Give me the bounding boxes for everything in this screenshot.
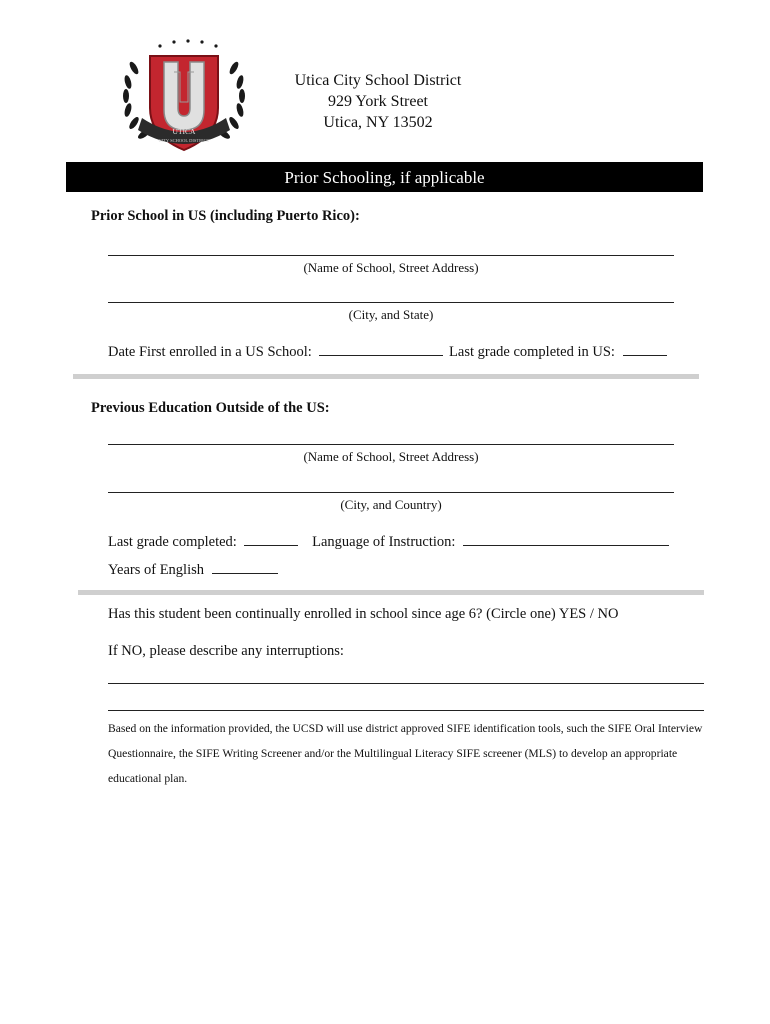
foreign-grade-row xyxy=(108,531,669,551)
us-date-label: Date First enrolled in a US School: xyxy=(108,344,312,360)
us-section-heading: Prior School in US (including Puerto Rico): xyxy=(91,208,360,224)
foreign-city-country-caption: (City, and Country) xyxy=(340,497,442,512)
us-school-name-field[interactable] xyxy=(108,255,674,256)
interruptions-field-2[interactable] xyxy=(108,710,704,711)
logo-ring-text: UTICA xyxy=(172,127,196,136)
foreign-school-name-caption: (Name of School, Street Address) xyxy=(303,449,479,464)
foreign-school-name-field[interactable] xyxy=(108,444,674,445)
foreign-grade-label: Last grade completed: xyxy=(108,534,237,550)
english-years-label: Years of English xyxy=(108,562,204,578)
us-grade-label: Last grade completed in US: xyxy=(449,344,615,360)
interruptions-label: If NO, please describe any interruptions: xyxy=(108,643,344,659)
district-street: 929 York Street xyxy=(327,93,428,110)
foreign-section-heading: Previous Education Outside of the US: xyxy=(91,400,330,416)
us-city-state-caption: (City, and State) xyxy=(348,307,434,322)
district-logo xyxy=(118,38,250,154)
language-field[interactable] xyxy=(463,531,669,546)
section-divider-2 xyxy=(78,590,704,595)
english-years-field[interactable] xyxy=(212,559,278,574)
interruptions-field-1[interactable] xyxy=(108,683,704,684)
us-school-name-caption: (Name of School, Street Address) xyxy=(303,260,479,275)
english-row xyxy=(108,559,278,579)
section-divider xyxy=(73,374,699,379)
us-date-field[interactable] xyxy=(319,341,443,356)
foreign-grade-field[interactable] xyxy=(244,531,298,546)
district-city: Utica, NY 13502 xyxy=(323,114,433,131)
language-label: Language of Instruction: xyxy=(312,534,456,550)
district-name: Utica City School District xyxy=(294,72,462,89)
us-city-state-field[interactable] xyxy=(108,302,674,303)
us-grade-field[interactable] xyxy=(623,341,667,356)
continuous-enrollment-question: Has this student been continually enrolled in school since age 6? (Circle one) YES / NO xyxy=(108,606,619,622)
us-enrollment-row xyxy=(108,341,667,361)
foreign-city-country-field[interactable] xyxy=(108,492,674,493)
section-banner: Prior Schooling, if applicable xyxy=(66,162,703,192)
sife-note: Based on the information provided, the UCSD will use district approved SIFE identification tools, such the SIFE Oral Interview Questionnaire, the SIFE Writing Screener and/or the Multilingual Literacy SIFE screener (MLS) to develop an appropriate educational plan. xyxy=(108,722,703,785)
logo-stars xyxy=(158,39,217,47)
logo-banner-text: CITY SCHOOL DISTRICT xyxy=(158,138,210,143)
